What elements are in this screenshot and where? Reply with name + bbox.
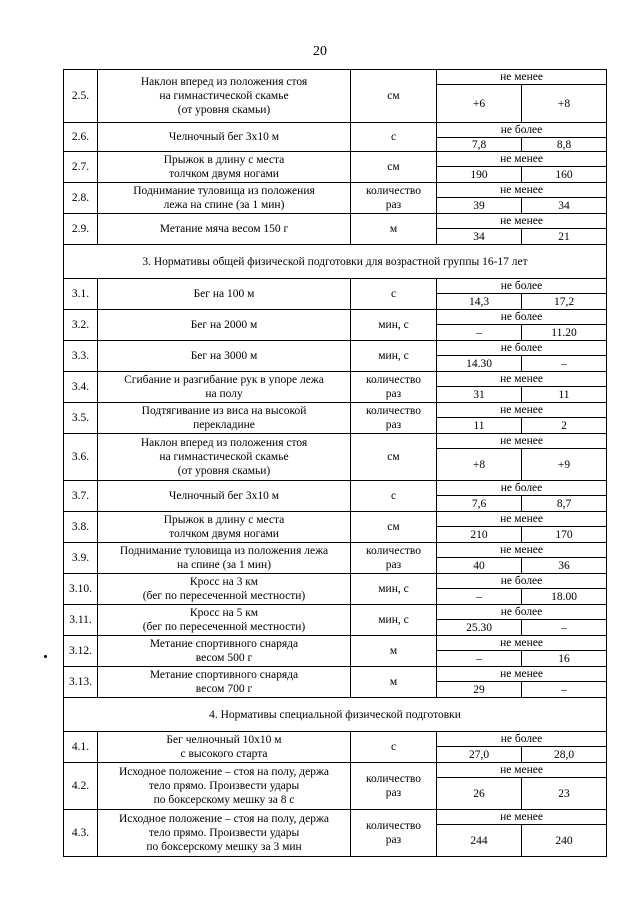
value-2: 170 — [522, 527, 607, 543]
value-1: 7,6 — [437, 496, 522, 512]
condition-label: не более — [437, 123, 607, 138]
condition-label: не более — [437, 279, 607, 294]
value-1: 7,8 — [437, 138, 522, 152]
table-row — [64, 214, 607, 229]
exercise-name: Челночный бег 3x10 м — [98, 481, 351, 512]
condition-label: не более — [437, 341, 607, 356]
table-row — [64, 605, 607, 620]
value-2: 2 — [522, 418, 607, 434]
exercise-name: Исходное положение – стоя на полу, держа тело прямо. Произвести удары по боксерскому мешку за 3 мин — [98, 810, 351, 857]
value-1: 11 — [437, 418, 522, 434]
unit: количество раз — [351, 183, 437, 214]
unit: количество раз — [351, 763, 437, 810]
exercise-name: Бег на 2000 м — [98, 310, 351, 341]
table-row — [64, 341, 607, 356]
table-row — [64, 667, 607, 682]
exercise-name: Кросс на 3 км (бег по пересеченной местности) — [98, 574, 351, 605]
unit: мин, с — [351, 310, 437, 341]
value-2: +8 — [522, 85, 607, 123]
value-2: +9 — [522, 449, 607, 481]
value-2: 34 — [522, 198, 607, 214]
exercise-name: Челночный бег 3x10 м — [98, 123, 351, 152]
value-2: 11.20 — [522, 325, 607, 341]
exercise-name: Подтягивание из виса на высокой перекладине — [98, 403, 351, 434]
value-1: 210 — [437, 527, 522, 543]
value-1: 27,0 — [437, 747, 522, 763]
value-2: 23 — [522, 778, 607, 810]
condition-label: не менее — [437, 214, 607, 229]
exercise-name: Наклон вперед из положения стоя на гимнастической скамье (от уровня скамьи) — [98, 434, 351, 481]
row-number: 3.9. — [64, 543, 98, 574]
exercise-name: Наклон вперед из положения стоя на гимнастической скамье (от уровня скамьи) — [98, 70, 351, 123]
value-2: 160 — [522, 167, 607, 183]
value-2: 36 — [522, 558, 607, 574]
condition-label: не менее — [437, 763, 607, 778]
condition-label: не менее — [437, 183, 607, 198]
value-1: 34 — [437, 229, 522, 245]
value-2: 17,2 — [522, 294, 607, 310]
unit: м — [351, 214, 437, 245]
value-2: 16 — [522, 651, 607, 667]
row-number: 2.8. — [64, 183, 98, 214]
value-1: – — [437, 325, 522, 341]
exercise-name: Кросс на 5 км (бег по пересеченной местности) — [98, 605, 351, 636]
page-number: 20 — [313, 44, 327, 59]
value-1: 190 — [437, 167, 522, 183]
exercise-name: Метание спортивного снаряда весом 700 г — [98, 667, 351, 698]
unit: количество раз — [351, 372, 437, 403]
table-row — [64, 574, 607, 589]
condition-label: не менее — [437, 512, 607, 527]
value-2: 11 — [522, 387, 607, 403]
value-1: +8 — [437, 449, 522, 481]
table-row — [64, 543, 607, 558]
table-row — [64, 183, 607, 198]
exercise-name: Исходное положение – стоя на полу, держа тело прямо. Произвести удары по боксерскому мешку за 8 с — [98, 763, 351, 810]
table-row — [64, 403, 607, 418]
row-number: 2.6. — [64, 123, 98, 152]
unit: с — [351, 123, 437, 152]
exercise-name: Прыжок в длину с места толчком двумя ногами — [98, 512, 351, 543]
table-row — [64, 434, 607, 449]
exercise-name: Бег челночный 10x10 м с высокого старта — [98, 732, 351, 763]
value-1: 31 — [437, 387, 522, 403]
section-title: 3. Нормативы общей физической подготовки для возрастной группы 16-17 лет — [64, 245, 607, 279]
condition-label: не менее — [437, 434, 607, 449]
norms-table — [63, 69, 607, 857]
row-number: 4.3. — [64, 810, 98, 857]
table-row — [64, 732, 607, 747]
value-1: 14.30 — [437, 356, 522, 372]
table-row — [64, 152, 607, 167]
table-row — [64, 763, 607, 778]
condition-label: не более — [437, 481, 607, 496]
unit: количество раз — [351, 403, 437, 434]
condition-label: не менее — [437, 70, 607, 85]
table-row — [64, 70, 607, 85]
condition-label: не более — [437, 574, 607, 589]
value-2: 28,0 — [522, 747, 607, 763]
unit: см — [351, 434, 437, 481]
value-2: 240 — [522, 825, 607, 857]
condition-label: не менее — [437, 372, 607, 387]
row-number: 3.13. — [64, 667, 98, 698]
value-1: 40 — [437, 558, 522, 574]
row-number: 3.2. — [64, 310, 98, 341]
value-2: – — [522, 620, 607, 636]
row-number: 2.9. — [64, 214, 98, 245]
section-header-row — [64, 698, 607, 732]
value-1: 25.30 — [437, 620, 522, 636]
unit: мин, с — [351, 605, 437, 636]
unit: м — [351, 667, 437, 698]
table-row — [64, 372, 607, 387]
exercise-name: Сгибание и разгибание рук в упоре лежа на полу — [98, 372, 351, 403]
row-number: 3.10. — [64, 574, 98, 605]
table-row — [64, 481, 607, 496]
table-row — [64, 279, 607, 294]
section-title: 4. Нормативы специальной физической подготовки — [64, 698, 607, 732]
table-row — [64, 123, 607, 138]
unit: см — [351, 152, 437, 183]
row-number: 3.11. — [64, 605, 98, 636]
row-number: 4.2. — [64, 763, 98, 810]
row-number: 3.4. — [64, 372, 98, 403]
value-2: – — [522, 682, 607, 698]
value-1: 244 — [437, 825, 522, 857]
condition-label: не менее — [437, 810, 607, 825]
condition-label: не менее — [437, 403, 607, 418]
value-1: 26 — [437, 778, 522, 810]
row-number: 3.3. — [64, 341, 98, 372]
row-number: 3.5. — [64, 403, 98, 434]
condition-label: не менее — [437, 636, 607, 651]
table-row — [64, 512, 607, 527]
row-number: 3.6. — [64, 434, 98, 481]
condition-label: не более — [437, 605, 607, 620]
condition-label: не менее — [437, 667, 607, 682]
unit: с — [351, 279, 437, 310]
value-2: 18.00 — [522, 589, 607, 605]
table-row — [64, 810, 607, 825]
condition-label: не более — [437, 310, 607, 325]
exercise-name: Поднимание туловища из положения лежа на спине (за 1 мин) — [98, 543, 351, 574]
margin-dot — [44, 655, 47, 658]
table-row — [64, 636, 607, 651]
exercise-name: Бег на 3000 м — [98, 341, 351, 372]
unit: см — [351, 70, 437, 123]
value-2: – — [522, 356, 607, 372]
exercise-name: Метание спортивного снаряда весом 500 г — [98, 636, 351, 667]
exercise-name: Метание мяча весом 150 г — [98, 214, 351, 245]
value-1: – — [437, 651, 522, 667]
condition-label: не менее — [437, 152, 607, 167]
unit: количество раз — [351, 543, 437, 574]
value-1: 29 — [437, 682, 522, 698]
unit: мин, с — [351, 341, 437, 372]
unit: количество раз — [351, 810, 437, 857]
section-header-row — [64, 245, 607, 279]
exercise-name: Поднимание туловища из положения лежа на спине (за 1 мин) — [98, 183, 351, 214]
value-1: 39 — [437, 198, 522, 214]
condition-label: не менее — [437, 543, 607, 558]
unit: с — [351, 732, 437, 763]
value-2: 8,7 — [522, 496, 607, 512]
row-number: 3.7. — [64, 481, 98, 512]
value-2: 21 — [522, 229, 607, 245]
row-number: 3.8. — [64, 512, 98, 543]
value-2: 8,8 — [522, 138, 607, 152]
value-1: 14,3 — [437, 294, 522, 310]
value-1: +6 — [437, 85, 522, 123]
condition-label: не более — [437, 732, 607, 747]
exercise-name: Бег на 100 м — [98, 279, 351, 310]
unit: см — [351, 512, 437, 543]
unit: мин, с — [351, 574, 437, 605]
row-number: 2.5. — [64, 70, 98, 123]
unit: м — [351, 636, 437, 667]
row-number: 3.12. — [64, 636, 98, 667]
value-1: – — [437, 589, 522, 605]
exercise-name: Прыжок в длину с места толчком двумя ногами — [98, 152, 351, 183]
unit: с — [351, 481, 437, 512]
row-number: 3.1. — [64, 279, 98, 310]
row-number: 4.1. — [64, 732, 98, 763]
table-row — [64, 310, 607, 325]
row-number: 2.7. — [64, 152, 98, 183]
